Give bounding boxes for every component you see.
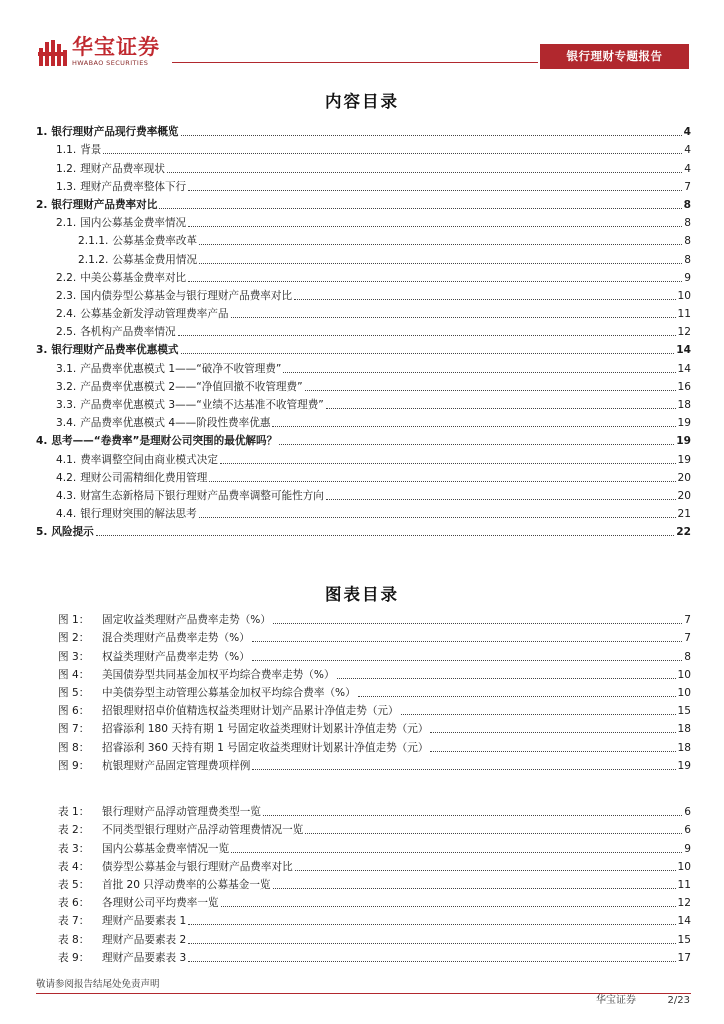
- dot-leader: [358, 696, 676, 697]
- table-entry-label: 表 9：: [58, 951, 90, 964]
- table-entry-page: 9: [684, 842, 691, 855]
- company-logo-icon: [38, 40, 68, 66]
- footer-divider: [36, 993, 691, 994]
- toc-entry-title: 背景: [80, 144, 102, 157]
- toc-entry-title: 各机构产品费率情况: [80, 326, 176, 339]
- figure-entry[interactable]: [58, 682, 691, 700]
- toc-dot-leader: [283, 372, 675, 373]
- figure-entry[interactable]: [58, 609, 691, 627]
- toc-entry-number: 4.3.: [56, 489, 77, 502]
- toc-entry-number: 2.1.1.: [78, 235, 109, 248]
- figure-entry-label: 图 8：: [58, 741, 90, 754]
- figure-entry-title: 招睿添利 180 天持有期 1 号固定收益类理财计划累计净值走势（元）: [102, 723, 429, 736]
- figure-entry-label: 图 1：: [58, 614, 90, 627]
- toc-dot-leader: [272, 426, 675, 427]
- toc-entry-page: 18: [677, 399, 691, 411]
- toc-entry-title: 公募基金费用情况: [112, 253, 198, 266]
- toc-entry-page: 20: [677, 471, 691, 484]
- toc-dot-leader: [279, 444, 674, 445]
- figure-entry[interactable]: [58, 700, 691, 718]
- figure-list: [58, 609, 691, 773]
- toc-entry[interactable]: [36, 430, 691, 448]
- table-entry-title: 债券型公募基金与银行理财产品费率对比: [102, 860, 293, 873]
- toc-entry-title: 国内公募基金费率情况: [80, 217, 187, 230]
- toc-dot-leader: [199, 263, 682, 264]
- table-entry-page: 17: [677, 951, 691, 964]
- toc-entry-number: 4.: [36, 435, 48, 448]
- dot-leader: [221, 906, 676, 907]
- figure-entry-label: 图 9：: [58, 759, 90, 772]
- table-entry-page: 11: [677, 878, 691, 891]
- toc-dot-leader: [294, 299, 675, 300]
- table-entry-page: 10: [677, 860, 691, 873]
- toc-dot-leader: [199, 244, 682, 245]
- footer-company: 华宝证券: [596, 995, 636, 1006]
- table-entry-title: 国内公募基金费率情况一览: [102, 842, 230, 855]
- figure-entry-page: 15: [677, 705, 691, 718]
- toc-entry-title: 理财公司需精细化费用管理: [80, 471, 208, 484]
- toc-entry-number: 4.4.: [56, 508, 77, 521]
- dot-leader: [337, 678, 676, 679]
- toc-entry-page: 11: [677, 308, 691, 321]
- dot-leader: [188, 961, 675, 962]
- toc-entry[interactable]: [36, 485, 691, 503]
- footer-page-number: 2/23: [667, 995, 690, 1006]
- toc-entry-page: 16: [677, 380, 691, 393]
- toc-entry-title: 银行理财产品现行费率概览: [51, 126, 179, 139]
- toc-entry-number: 2.3.: [56, 289, 77, 302]
- toc-entry[interactable]: [36, 230, 691, 248]
- figure-entry-page: 7: [684, 614, 691, 627]
- toc-entry[interactable]: [36, 303, 691, 321]
- toc-entry-title: 产品费率优惠模式 1——“破净不收管理费”: [80, 362, 282, 375]
- toc-entry-page: 8: [684, 253, 691, 266]
- table-entry[interactable]: [58, 837, 691, 855]
- table-entry-title: 首批 20 只浮动费率的公募基金一览: [102, 878, 271, 891]
- toc-entry-title: 银行理财产品费率优惠模式: [51, 344, 179, 357]
- table-entry-title: 理财产品要素表 3: [102, 951, 187, 964]
- toc-dot-leader: [181, 135, 682, 136]
- toc-entry-page: 14: [676, 344, 691, 357]
- figure-entry-page: 19: [677, 759, 691, 772]
- toc-entry[interactable]: [36, 267, 691, 285]
- toc-entry-page: 19: [677, 417, 691, 430]
- toc-entry-page: 12: [677, 326, 691, 339]
- toc-heading: 内容目录: [325, 92, 399, 111]
- figure-entry[interactable]: [58, 664, 691, 682]
- report-type-badge: 银行理财专题报告: [540, 44, 689, 69]
- toc-dot-leader: [178, 335, 676, 336]
- table-list: [58, 801, 691, 965]
- toc-entry-page: 22: [676, 526, 691, 539]
- toc-entry-number: 3.1.: [56, 362, 77, 375]
- toc-entry[interactable]: [36, 176, 691, 194]
- table-entry-label: 表 3：: [58, 842, 90, 855]
- toc-dot-leader: [188, 281, 682, 282]
- figure-entry-title: 招睿添利 360 天持有期 1 号固定收益类理财计划累计净值走势（元）: [102, 741, 429, 754]
- toc-entry-number: 1.: [36, 126, 48, 139]
- figure-entry-title: 混合类理财产品费率走势（%）: [102, 632, 250, 645]
- figure-entry-label: 图 6：: [58, 705, 90, 718]
- dot-leader: [252, 769, 675, 770]
- figure-entry-title: 招银理财招卓价值精选权益类理财计划产品累计净值走势（元）: [102, 705, 399, 718]
- toc-entry-page: 4: [683, 126, 691, 139]
- toc-entry[interactable]: [36, 321, 691, 339]
- toc-entry-number: 2.1.2.: [78, 253, 109, 266]
- figure-entry-title: 固定收益类理财产品费率走势（%）: [102, 614, 271, 627]
- toc-dot-leader: [103, 153, 682, 154]
- toc-entry-title: 理财产品费率现状: [80, 162, 165, 175]
- table-entry[interactable]: [58, 910, 691, 928]
- figure-entry-label: 图 2：: [58, 632, 90, 645]
- toc-entry-number: 2.5.: [56, 326, 77, 339]
- toc-entry[interactable]: [36, 194, 691, 212]
- table-of-contents: [36, 121, 691, 539]
- toc-entry[interactable]: [36, 467, 691, 485]
- table-entry-label: 表 7：: [58, 915, 90, 928]
- table-entry-label: 表 2：: [58, 824, 90, 837]
- table-entry-label: 表 5：: [58, 878, 90, 891]
- toc-entry[interactable]: [36, 139, 691, 157]
- toc-entry-page: 19: [677, 453, 691, 466]
- table-entry[interactable]: [58, 874, 691, 892]
- toc-entry-title: 银行理财突围的解法思考: [80, 508, 197, 521]
- table-entry-page: 6: [684, 806, 691, 819]
- figure-entry-title: 权益类理财产品费率走势（%）: [102, 650, 250, 663]
- toc-entry-number: 4.1.: [56, 453, 77, 466]
- toc-dot-leader: [220, 463, 676, 464]
- page-header: [0, 0, 724, 74]
- figure-entry[interactable]: [58, 645, 691, 663]
- table-entry[interactable]: [58, 892, 691, 910]
- figure-entry-page: 10: [677, 668, 691, 681]
- toc-entry[interactable]: [36, 248, 691, 266]
- table-entry[interactable]: [58, 819, 691, 837]
- toc-entry-page: 14: [677, 362, 691, 375]
- toc-entry[interactable]: [36, 157, 691, 175]
- dot-leader: [252, 660, 682, 661]
- table-entry-title: 理财产品要素表 2: [102, 933, 187, 946]
- toc-entry[interactable]: [36, 503, 691, 521]
- dot-leader: [430, 751, 675, 752]
- dot-leader: [305, 833, 682, 834]
- toc-entry-number: 2.: [36, 198, 48, 211]
- toc-entry-page: 19: [676, 435, 691, 448]
- toc-dot-leader: [231, 317, 676, 318]
- figure-entry-page: 10: [677, 686, 691, 699]
- toc-entry-page: 9: [684, 271, 691, 284]
- toc-entry[interactable]: [36, 339, 691, 357]
- toc-entry-title: 公募基金费率改革: [112, 235, 198, 248]
- dot-leader: [295, 870, 676, 871]
- figure-entry-page: 8: [684, 650, 691, 663]
- toc-entry-title: 财富生态新格局下银行理财产品费率调整可能性方向: [80, 489, 324, 502]
- toc-entry-number: 1.3.: [56, 180, 77, 193]
- figure-entry-page: 7: [684, 632, 691, 645]
- toc-entry-number: 5.: [36, 526, 48, 539]
- table-entry-title: 理财产品要素表 1: [102, 915, 187, 928]
- figure-entry-title: 中美债券型主动管理公募基金加权平均综合费率（%）: [102, 686, 356, 699]
- dot-leader: [231, 852, 682, 853]
- toc-entry-page: 4: [684, 162, 691, 175]
- toc-dot-leader: [326, 408, 676, 409]
- company-logo-english: HWABAO SECURITIES: [72, 59, 149, 67]
- table-entry-page: 6: [684, 824, 691, 837]
- company-logo-name: 华宝证券: [72, 35, 160, 59]
- toc-entry[interactable]: [36, 448, 691, 466]
- figure-entry-label: 图 3：: [58, 650, 90, 663]
- table-entry[interactable]: [58, 928, 691, 946]
- toc-dot-leader: [326, 499, 676, 500]
- toc-entry-title: 产品费率优惠模式 3——“业绩不达基准不收管理费”: [80, 399, 324, 411]
- table-entry-title: 各理财公司平均费率一览: [102, 897, 219, 910]
- toc-entry[interactable]: [36, 357, 691, 375]
- toc-dot-leader: [167, 172, 682, 173]
- table-entry-label: 表 8：: [58, 933, 90, 946]
- toc-entry[interactable]: [36, 121, 691, 139]
- toc-entry-page: 8: [683, 198, 691, 211]
- toc-entry-title: 风险提示: [51, 526, 94, 539]
- figure-entry[interactable]: [58, 718, 691, 736]
- toc-entry[interactable]: [36, 285, 691, 303]
- table-entry-label: 表 1：: [58, 806, 90, 819]
- table-entry[interactable]: [58, 856, 691, 874]
- toc-entry-title: 银行理财产品费率对比: [51, 198, 158, 211]
- toc-entry-number: 2.4.: [56, 308, 77, 321]
- figure-entry-title: 美国债券型共同基金加权平均综合费率走势（%）: [102, 668, 335, 681]
- footer-disclaimer: 敬请参阅报告结尾处免责声明: [36, 979, 160, 990]
- figures-heading: 图表目录: [325, 585, 399, 604]
- table-entry-page: 12: [677, 897, 691, 910]
- toc-dot-leader: [209, 481, 675, 482]
- toc-entry-title: 中美公募基金费率对比: [80, 271, 187, 284]
- toc-entry-number: 2.2.: [56, 271, 77, 284]
- dot-leader: [273, 888, 676, 889]
- toc-entry-title: 产品费率优惠模式 4——阶段性费率优惠: [80, 417, 271, 430]
- toc-entry[interactable]: [36, 394, 691, 412]
- toc-entry-title: 国内债券型公募基金与银行理财产品费率对比: [80, 289, 293, 302]
- table-entry-page: 15: [677, 933, 691, 946]
- toc-entry-number: 3.: [36, 344, 48, 357]
- figure-entry-title: 杭银理财产品固定管理费项样例: [102, 759, 251, 772]
- toc-entry-number: 3.2.: [56, 380, 77, 393]
- toc-entry-page: 10: [677, 289, 691, 302]
- toc-entry-title: 公募基金新发浮动管理费率产品: [80, 308, 229, 321]
- toc-dot-leader: [181, 353, 675, 354]
- figure-entry[interactable]: [58, 736, 691, 754]
- toc-entry-page: 8: [684, 217, 691, 230]
- figure-entry-label: 图 4：: [58, 668, 90, 681]
- toc-entry-page: 7: [684, 180, 691, 193]
- dot-leader: [430, 732, 675, 733]
- toc-entry-title: 理财产品费率整体下行: [80, 180, 187, 193]
- toc-dot-leader: [305, 390, 676, 391]
- dot-leader: [188, 924, 675, 925]
- toc-dot-leader: [188, 190, 682, 191]
- table-entry-page: 14: [677, 915, 691, 928]
- toc-entry[interactable]: [36, 376, 691, 394]
- dot-leader: [401, 714, 676, 715]
- dot-leader: [188, 943, 675, 944]
- table-entry[interactable]: [58, 947, 691, 965]
- toc-entry-number: 1.2.: [56, 162, 77, 175]
- table-entry-label: 表 4：: [58, 860, 90, 873]
- toc-entry-page: 21: [677, 508, 691, 521]
- toc-dot-leader: [188, 226, 682, 227]
- table-entry-title: 银行理财产品浮动管理费类型一览: [102, 806, 261, 819]
- toc-entry-page: 8: [684, 235, 691, 248]
- toc-entry[interactable]: [36, 521, 691, 539]
- toc-entry-page: 4: [684, 144, 691, 157]
- figure-entry[interactable]: [58, 627, 691, 645]
- toc-entry-number: 3.4.: [56, 417, 77, 430]
- toc-entry-number: 3.3.: [56, 399, 77, 411]
- toc-entry-page: 20: [677, 489, 691, 502]
- toc-entry-number: 4.2.: [56, 471, 77, 484]
- toc-entry-number: 2.1.: [56, 217, 77, 230]
- toc-dot-leader: [96, 535, 674, 536]
- figure-entry-page: 18: [677, 723, 691, 736]
- toc-entry[interactable]: [36, 212, 691, 230]
- dot-leader: [252, 641, 682, 642]
- toc-entry[interactable]: [36, 412, 691, 430]
- figure-entry-label: 图 7：: [58, 723, 90, 736]
- table-entry-label: 表 6：: [58, 897, 90, 910]
- figure-entry-label: 图 5：: [58, 686, 90, 699]
- dot-leader: [273, 623, 682, 624]
- toc-dot-leader: [199, 517, 676, 518]
- dot-leader: [263, 815, 682, 816]
- toc-entry-title: 费率调整空间由商业模式决定: [80, 453, 218, 466]
- figure-entry-page: 18: [677, 741, 691, 754]
- table-entry[interactable]: [58, 801, 691, 819]
- toc-dot-leader: [159, 208, 681, 209]
- toc-entry-title: 产品费率优惠模式 2——“净值回撤不收管理费”: [80, 380, 303, 393]
- figure-entry[interactable]: [58, 755, 691, 773]
- header-divider: [172, 62, 538, 63]
- toc-entry-number: 1.1.: [56, 144, 77, 157]
- toc-entry-title: 思考——“卷费率”是理财公司突围的最优解吗？: [51, 435, 278, 448]
- table-entry-title: 不同类型银行理财产品浮动管理费情况一览: [102, 824, 304, 837]
